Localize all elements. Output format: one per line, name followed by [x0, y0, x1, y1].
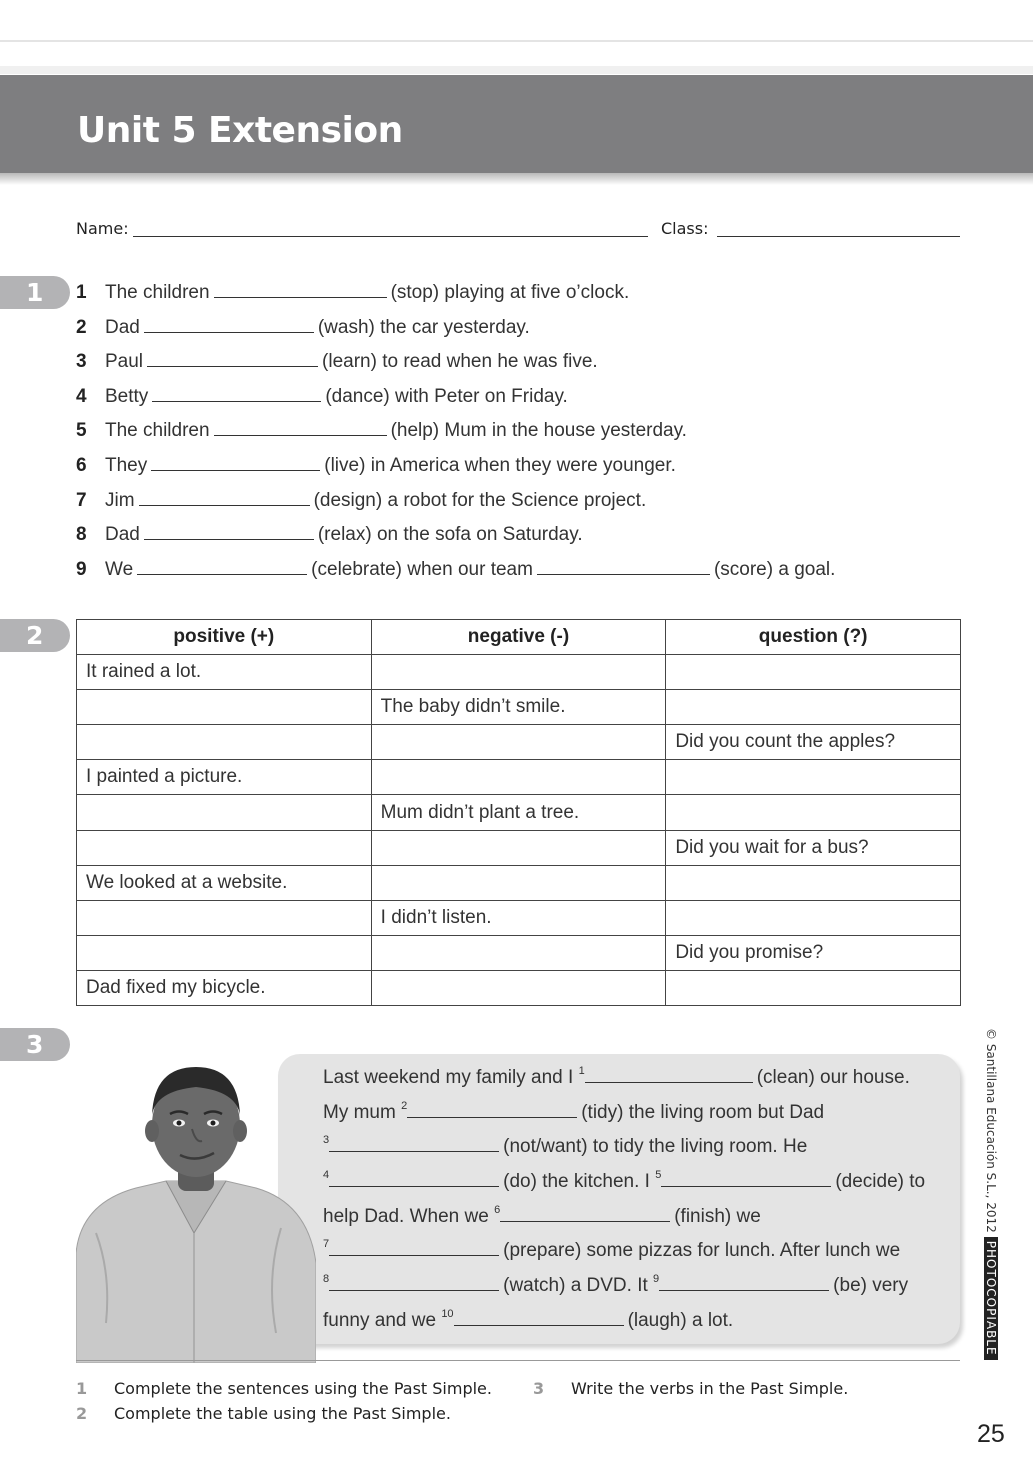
exercise-1-item [76, 280, 976, 315]
table-row [77, 970, 961, 1005]
table-cell[interactable] [77, 725, 372, 760]
item-hint-2: (score) a goal. [713, 558, 836, 580]
table-cell[interactable] [666, 655, 961, 690]
item-subject: They [105, 454, 148, 476]
text-line [323, 1099, 953, 1134]
table-cell[interactable] [77, 935, 372, 970]
table-cell[interactable] [666, 865, 961, 900]
answer-blank[interactable] [500, 1204, 670, 1222]
exercise-1-item [76, 349, 976, 384]
answer-blank[interactable] [329, 1134, 499, 1152]
answer-blank[interactable] [214, 418, 387, 436]
instruction-2 [76, 1404, 451, 1423]
table-row [77, 690, 961, 725]
answer-blank[interactable] [152, 384, 321, 402]
item-subject: We [105, 558, 134, 580]
blank-number: 3 [323, 1134, 330, 1147]
item-hint: (relax) on the sofa on Saturday. [317, 524, 583, 546]
table-cell[interactable] [666, 970, 961, 1005]
name-label: Name: [76, 219, 129, 238]
answer-blank[interactable] [139, 488, 310, 506]
header-shadow [0, 173, 1033, 185]
table-cell[interactable] [77, 690, 372, 725]
exercise-1-item [76, 384, 976, 419]
item-subject: Jim [105, 489, 135, 511]
item-hint: (celebrate) when our team [311, 558, 533, 580]
answer-blank[interactable] [144, 315, 314, 333]
answer-blank[interactable] [537, 557, 710, 575]
exercise-2-table [76, 619, 961, 1006]
blank-number: 8 [323, 1273, 330, 1286]
item-subject: Betty [105, 385, 149, 407]
table-cell: I didn’t listen. [371, 900, 666, 935]
class-field[interactable] [717, 236, 960, 237]
text-segment: (finish) we [674, 1205, 761, 1227]
text-segment: (decide) to [835, 1171, 926, 1193]
table-cell[interactable] [666, 760, 961, 795]
blank-number: 2 [401, 1099, 408, 1112]
text-segment: (do) the kitchen. I [503, 1171, 656, 1193]
table-cell[interactable] [371, 725, 666, 760]
item-hint: (wash) the car yesterday. [317, 316, 530, 338]
text-segment: My mum [323, 1101, 402, 1123]
item-number: 5 [76, 420, 87, 442]
copyright-notice [984, 1028, 998, 1373]
text-line [323, 1203, 953, 1238]
answer-blank[interactable] [137, 557, 307, 575]
boy-photo [76, 1063, 316, 1363]
answer-blank[interactable] [454, 1308, 624, 1326]
text-line [323, 1064, 953, 1099]
text-segment: funny and we [323, 1309, 442, 1331]
instruction-text: Complete the table using the Past Simple. [114, 1404, 451, 1423]
footer-rule [76, 1360, 960, 1361]
item-subject: Dad [105, 524, 140, 546]
exercise-1-item [76, 522, 976, 557]
instruction-1 [76, 1379, 492, 1398]
item-number: 7 [76, 489, 87, 511]
item-hint: (design) a robot for the Science project. [313, 489, 647, 511]
item-subject: The children [105, 282, 210, 303]
exercise-3-marker: 3 [0, 1028, 70, 1061]
answer-blank[interactable] [144, 522, 314, 540]
exercise-1-item [76, 315, 976, 350]
table-cell[interactable] [371, 830, 666, 865]
item-hint: (help) Mum in the house yesterday. [390, 420, 687, 442]
page-number: 25 [977, 1420, 1005, 1448]
blank-number: 9 [653, 1273, 660, 1286]
top-rule-band [0, 66, 1033, 74]
table-cell[interactable] [666, 795, 961, 830]
column-header-positive: positive (+) [77, 620, 372, 655]
answer-blank[interactable] [329, 1238, 499, 1256]
answer-blank[interactable] [661, 1169, 831, 1187]
table-cell[interactable] [371, 865, 666, 900]
item-subject: Dad [105, 316, 140, 338]
item-number: 9 [76, 558, 87, 580]
exercise-1-item [76, 453, 976, 488]
table-row [77, 760, 961, 795]
table-row [77, 865, 961, 900]
blank-number: 1 [578, 1065, 585, 1077]
exercise-2-marker: 2 [0, 619, 70, 652]
exercise-3-text [323, 1064, 953, 1342]
copyright-text: © Santillana Educación S.L., 2012 [984, 1028, 998, 1233]
item-hint: (dance) with Peter on Friday. [325, 385, 568, 407]
table-cell: Did you promise? [666, 935, 961, 970]
instruction-number: 1 [76, 1379, 88, 1398]
answer-blank[interactable] [329, 1273, 499, 1291]
table-row [77, 900, 961, 935]
table-cell: It rained a lot. [77, 655, 372, 690]
item-hint: (learn) to read when he was five. [322, 351, 598, 373]
item-hint: (live) in America when they were younger. [324, 454, 676, 476]
instruction-3 [533, 1379, 848, 1398]
exercise-1-item [76, 557, 976, 592]
text-segment: Last weekend my family and I [323, 1067, 579, 1088]
table-cell[interactable] [77, 795, 372, 830]
table-cell: Did you wait for a bus? [666, 830, 961, 865]
photocopiable-badge: PHOTOCOPIABLE [984, 1237, 998, 1360]
item-subject: The children [105, 420, 210, 442]
table-row [77, 725, 961, 760]
table-cell[interactable] [77, 830, 372, 865]
text-line [323, 1133, 953, 1168]
blank-number: 4 [323, 1169, 330, 1182]
table-cell: Dad fixed my bicycle. [77, 970, 372, 1005]
text-line [323, 1307, 953, 1342]
text-segment: (not/want) to tidy the living room. He [503, 1136, 808, 1158]
item-number: 1 [76, 282, 87, 303]
text-segment: (clean) our house. [756, 1067, 910, 1088]
exercise-1-item [76, 418, 976, 453]
instruction-number: 2 [76, 1404, 88, 1423]
item-number: 6 [76, 454, 87, 476]
text-line [323, 1168, 953, 1203]
table-cell[interactable] [77, 900, 372, 935]
instruction-text: Write the verbs in the Past Simple. [571, 1379, 849, 1398]
table-cell: Did you count the apples? [666, 725, 961, 760]
instruction-text: Complete the sentences using the Past Simple. [114, 1379, 492, 1398]
table-cell[interactable] [666, 690, 961, 725]
text-segment: (be) very [833, 1275, 909, 1297]
table-cell: We looked at a website. [77, 865, 372, 900]
item-hint: (stop) playing at five o’clock. [390, 282, 630, 303]
text-line [323, 1237, 953, 1272]
answer-blank[interactable] [585, 1065, 753, 1083]
blank-number: 10 [441, 1307, 454, 1320]
table-cell: The baby didn’t smile. [371, 690, 666, 725]
answer-blank[interactable] [659, 1273, 829, 1291]
table-row [77, 655, 961, 690]
exercise-1-item [76, 488, 976, 523]
table-cell[interactable] [371, 970, 666, 1005]
table-cell: Mum didn’t plant a tree. [371, 795, 666, 830]
text-segment: (tidy) the living room but Dad [581, 1101, 825, 1123]
page-title: Unit 5 Extension [77, 110, 403, 151]
table-cell[interactable] [371, 935, 666, 970]
class-label: Class: [661, 219, 709, 238]
table-row [77, 795, 961, 830]
item-number: 8 [76, 524, 87, 546]
blank-number: 5 [655, 1169, 662, 1182]
item-subject: Paul [105, 351, 144, 373]
table-cell: I painted a picture. [77, 760, 372, 795]
text-segment: (prepare) some pizzas for lunch. After lunch we [503, 1240, 901, 1262]
column-header-question: question (?) [666, 620, 961, 655]
text-line [323, 1272, 953, 1307]
table-cell[interactable] [371, 655, 666, 690]
top-rule [0, 40, 1033, 42]
table-row [77, 935, 961, 970]
table-cell[interactable] [371, 760, 666, 795]
answer-blank[interactable] [151, 453, 320, 471]
text-segment: (watch) a DVD. It [503, 1275, 654, 1297]
blank-number: 7 [323, 1238, 330, 1251]
answer-blank[interactable] [407, 1100, 577, 1118]
answer-blank[interactable] [329, 1169, 499, 1187]
item-number: 3 [76, 351, 87, 373]
item-number: 4 [76, 385, 87, 407]
exercise-1-marker: 1 [0, 276, 70, 309]
text-segment: help Dad. When we [323, 1205, 495, 1227]
table-cell[interactable] [666, 900, 961, 935]
answer-blank[interactable] [147, 349, 318, 367]
text-segment: (laugh) a lot. [627, 1309, 734, 1331]
table-header-row [77, 620, 961, 655]
answer-blank[interactable] [214, 280, 387, 298]
exercise-1 [76, 280, 976, 591]
item-number: 2 [76, 316, 87, 338]
instruction-number: 3 [533, 1379, 545, 1398]
blank-number: 6 [494, 1203, 501, 1216]
name-field[interactable] [133, 236, 648, 237]
table-row [77, 830, 961, 865]
column-header-negative: negative (-) [371, 620, 666, 655]
